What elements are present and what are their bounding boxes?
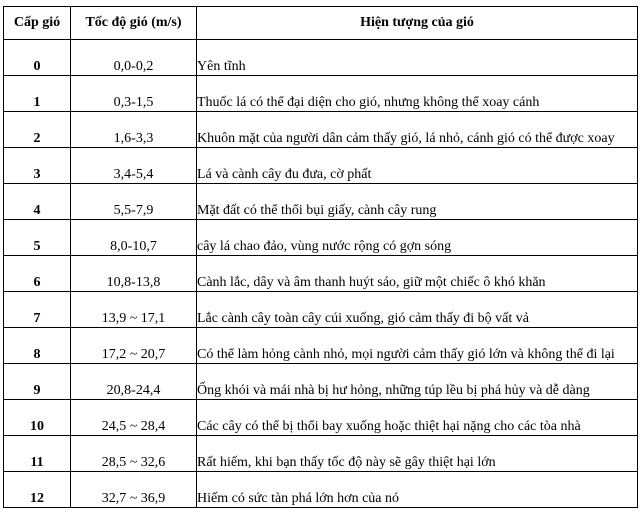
header-phenomenon: Hiện tượng của gió [197,7,638,40]
table-row [4,112,638,148]
wind-scale-table [3,6,638,508]
table-row [4,184,638,220]
header-row [4,7,638,40]
wind-level-cell: 5 [4,220,71,256]
wind-phenomenon-cell: Lá và cành cây đu đưa, cờ phất [197,148,638,184]
wind-level-cell: 0 [4,40,71,76]
wind-level-cell: 2 [4,112,71,148]
wind-speed-cell: 0,3-1,5 [71,76,197,112]
wind-phenomenon-cell: Thuốc lá có thể đại diện cho gió, nhưng không thể xoay cánh [197,76,638,112]
header-level: Cấp gió [4,7,71,40]
wind-level-cell: 7 [4,292,71,328]
table-body [4,40,638,508]
wind-level-cell: 11 [4,436,71,472]
wind-level-cell: 9 [4,364,71,400]
wind-level-cell: 6 [4,256,71,292]
wind-level-cell: 12 [4,472,71,508]
table-row [4,328,638,364]
wind-phenomenon-cell: Lắc cành cây toàn cây cúi xuống, gió cảm thấy đi bộ vất vả [197,292,638,328]
wind-phenomenon-cell: Hiếm có sức tàn phá lớn hơn của nó [197,472,638,508]
wind-level-cell: 8 [4,328,71,364]
wind-phenomenon-cell: Các cây có thể bị thổi bay xuống hoặc thiệt hại nặng cho các tòa nhà [197,400,638,436]
table-row [4,364,638,400]
table-row [4,256,638,292]
wind-speed-cell: 17,2 ~ 20,7 [71,328,197,364]
wind-phenomenon-cell: Mặt đất có thể thổi bụi giấy, cành cây rung [197,184,638,220]
table-row [4,400,638,436]
wind-speed-cell: 1,6-3,3 [71,112,197,148]
wind-speed-cell: 0,0-0,2 [71,40,197,76]
wind-level-cell: 1 [4,76,71,112]
wind-speed-cell: 13,9 ~ 17,1 [71,292,197,328]
table-row [4,292,638,328]
wind-phenomenon-cell: Ống khói và mái nhà bị hư hỏng, những túp lều bị phá hủy và dễ dàng [197,364,638,400]
table-row [4,40,638,76]
wind-speed-cell: 24,5 ~ 28,4 [71,400,197,436]
wind-level-cell: 4 [4,184,71,220]
wind-speed-cell: 8,0-10,7 [71,220,197,256]
wind-speed-cell: 28,5 ~ 32,6 [71,436,197,472]
wind-speed-cell: 3,4-5,4 [71,148,197,184]
wind-speed-cell: 10,8-13,8 [71,256,197,292]
wind-speed-cell: 32,7 ~ 36,9 [71,472,197,508]
table-header [4,7,638,40]
header-speed: Tốc độ gió (m/s) [71,7,197,40]
wind-phenomenon-cell: Có thể làm hỏng cành nhỏ, mọi người cảm thấy gió lớn và không thể đi lại [197,328,638,364]
wind-speed-cell: 20,8-24,4 [71,364,197,400]
table-row [4,76,638,112]
wind-phenomenon-cell: cây lá chao đảo, vùng nước rộng có gợn sóng [197,220,638,256]
table-row [4,472,638,508]
table-row [4,220,638,256]
wind-phenomenon-cell: Cành lắc, dây và âm thanh huýt sáo, giữ một chiếc ô khó khăn [197,256,638,292]
wind-phenomenon-cell: Yên tĩnh [197,40,638,76]
wind-level-cell: 10 [4,400,71,436]
wind-speed-cell: 5,5-7,9 [71,184,197,220]
wind-level-cell: 3 [4,148,71,184]
table-row [4,148,638,184]
wind-phenomenon-cell: Rất hiếm, khi bạn thấy tốc độ này sẽ gây thiệt hại lớn [197,436,638,472]
table-row [4,436,638,472]
wind-phenomenon-cell: Khuôn mặt của người dân cảm thấy gió, lá nhỏ, cánh gió có thể được xoay [197,112,638,148]
